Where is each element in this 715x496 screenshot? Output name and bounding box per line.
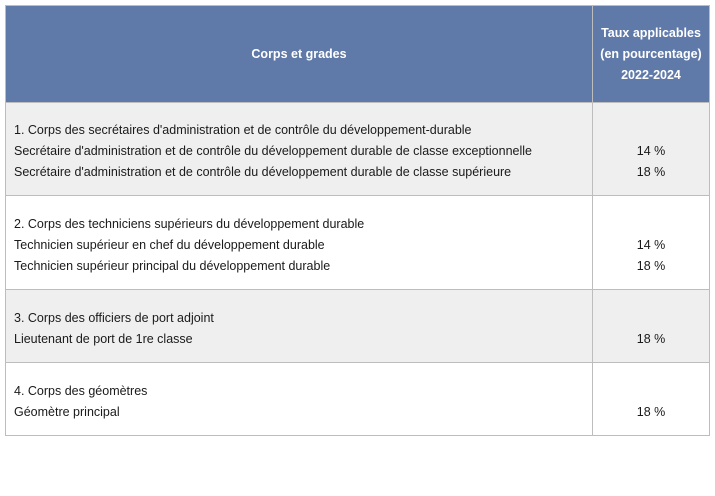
grade-label: Secrétaire d'administration et de contrôle du développement durable de classe supérieure	[14, 165, 512, 179]
header-taux-applicables	[593, 6, 710, 103]
group-title: 4. Corps des géomètres	[14, 384, 148, 398]
group-4-rate-cell	[593, 363, 710, 436]
grade-rate: 18 %	[636, 332, 666, 346]
grade-rate: 18 %	[636, 405, 666, 419]
group-title: 3. Corps des officiers de port adjoint	[14, 311, 214, 325]
group-1-label-cell	[6, 103, 593, 196]
grade-label: Lieutenant de port de 1re classe	[14, 332, 193, 346]
grade-rate: 14 %	[636, 144, 666, 158]
grade-rate: 18 %	[636, 165, 666, 179]
grade-label: Géomètre principal	[14, 405, 120, 419]
grade-rate: 18 %	[636, 259, 666, 273]
header-corps-et-grades: Corps et grades	[6, 6, 593, 103]
group-1-rate-cell	[593, 103, 710, 196]
group-title: 2. Corps des techniciens supérieurs du développement durable	[14, 217, 365, 231]
group-2-rate-cell	[593, 196, 710, 290]
group-2-label-cell	[6, 196, 593, 290]
group-3-label-cell	[6, 290, 593, 363]
table-row-group-4	[6, 363, 710, 436]
rates-table	[5, 5, 710, 436]
table-row-group-1	[6, 103, 710, 196]
grade-label: Technicien supérieur principal du développement durable	[14, 259, 331, 273]
header-taux-line2: (en pourcentage)	[600, 46, 702, 61]
grade-label: Technicien supérieur en chef du développement durable	[14, 238, 325, 252]
header-taux-line1: Taux applicables	[601, 25, 701, 40]
group-title: 1. Corps des secrétaires d'administration et de contrôle du développement-durable	[14, 123, 472, 137]
group-3-rate-cell	[593, 290, 710, 363]
table-row-group-3	[6, 290, 710, 363]
table-header-row	[6, 6, 710, 103]
grade-rate: 14 %	[636, 238, 666, 252]
header-taux-line3: 2022-2024	[621, 67, 681, 82]
grade-label: Secrétaire d'administration et de contrôle du développement durable de classe exceptionnelle	[14, 144, 532, 158]
group-4-label-cell	[6, 363, 593, 436]
table-row-group-2	[6, 196, 710, 290]
